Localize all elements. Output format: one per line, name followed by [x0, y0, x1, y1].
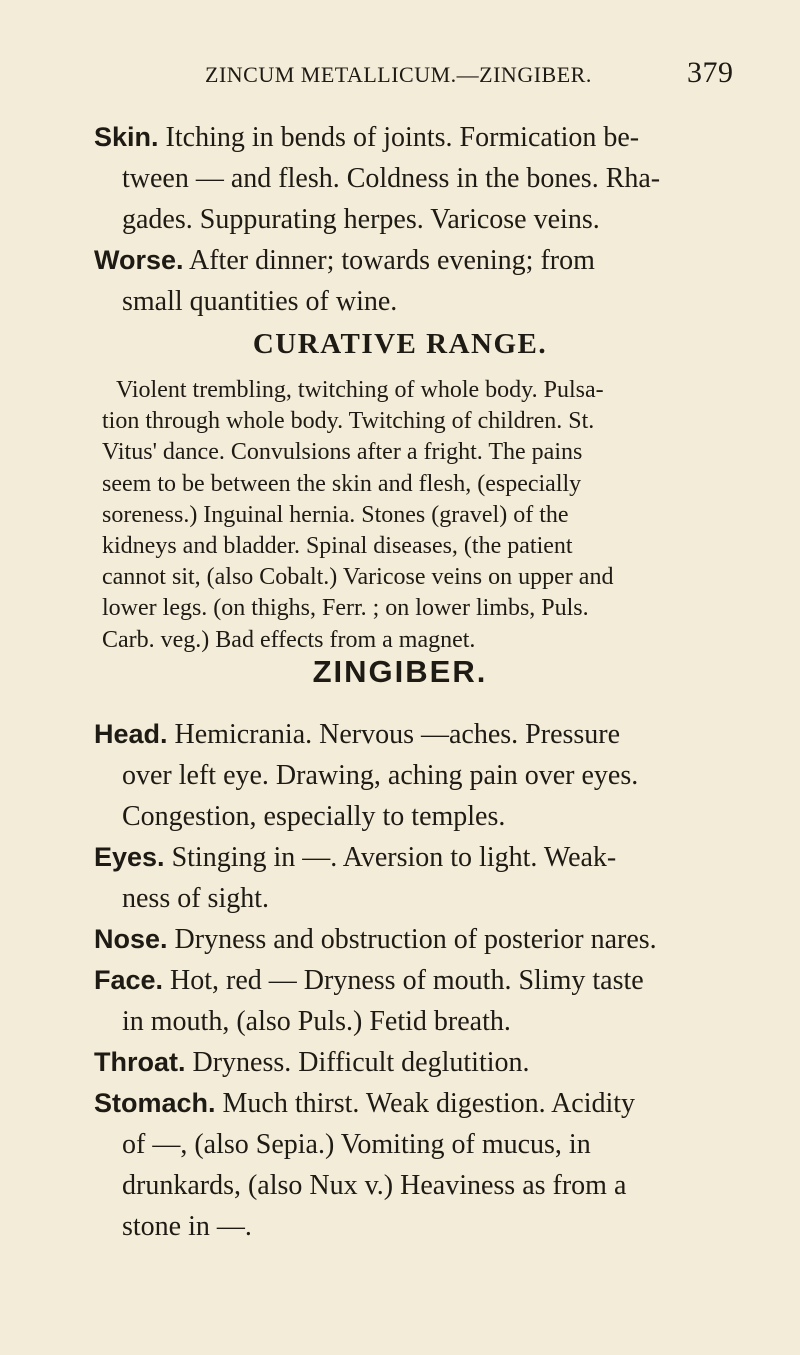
paragraph-line: lower legs. (on thighs, Ferr. ; on lower limbs, Puls.	[102, 595, 589, 622]
paragraph-line: seem to be between the skin and flesh, (especially	[102, 470, 582, 497]
entry-text-line: Dryness and obstruction of posterior nares.	[174, 924, 657, 955]
entry-skin	[94, 117, 774, 240]
paragraph-line: cannot sit, (also Cobalt.) Varicose veins on upper and	[102, 564, 614, 591]
entry-label-nose: Nose.	[94, 924, 168, 954]
entry-head	[94, 714, 774, 837]
entry-label-worse: Worse.	[94, 245, 184, 275]
entry-text-line: Stinging in —. Aversion to light. Weak-	[171, 842, 617, 873]
section-heading-zingiber: ZINGIBER.	[312, 654, 488, 689]
entry-label-throat: Throat.	[94, 1047, 186, 1077]
entry-stomach	[94, 1083, 774, 1247]
entry-face	[94, 960, 774, 1042]
entry-text-line: Hemicrania. Nervous —aches. Pressure	[174, 719, 621, 750]
entry-nose	[94, 919, 774, 960]
section-heading-curative-range: CURATIVE RANGE.	[252, 328, 548, 360]
paragraph-line: kidneys and bladder. Spinal diseases, (the patient	[102, 533, 573, 560]
paragraph-line: soreness.) Inguinal hernia. Stones (gravel) of the	[102, 501, 569, 528]
paragraph-line: Violent trembling, twitching of whole body. Pulsa-	[116, 377, 604, 403]
entry-label-face: Face.	[94, 965, 164, 995]
entry-text-line: small quantities of wine.	[122, 286, 398, 317]
entry-text-line: After dinner; towards evening; from	[189, 245, 595, 276]
entry-worse	[94, 240, 774, 322]
entry-text-line: Dryness. Difficult deglutition.	[192, 1047, 530, 1078]
entry-text-line: ness of sight.	[122, 883, 269, 914]
entry-label-stomach: Stomach.	[94, 1088, 216, 1118]
page-number: 379	[687, 56, 734, 89]
entry-text-line: Congestion, especially to temples.	[122, 801, 506, 832]
entry-text-line: Hot, red — Dryness of mouth. Slimy taste	[170, 965, 644, 996]
paragraph-line: tion through whole body. Twitching of children. St.	[102, 408, 595, 435]
entry-eyes	[94, 837, 774, 919]
entry-text-line: Itching in bends of joints. Formication be-	[165, 122, 640, 153]
paragraph-line: Carb. veg.) Bad effects from a magnet.	[102, 626, 476, 653]
entry-throat	[94, 1042, 774, 1083]
curative-range-paragraph	[102, 375, 772, 656]
entry-label-skin: Skin.	[94, 122, 159, 152]
entry-text-line: over left eye. Drawing, aching pain over eyes.	[122, 760, 639, 791]
entry-text-line: gades. Suppurating herpes. Varicose veins.	[122, 204, 600, 235]
entry-text-line: drunkards, (also Nux v.) Heaviness as from a	[122, 1170, 627, 1201]
entry-text-line: stone in —.	[122, 1211, 252, 1242]
paragraph-line: Vitus' dance. Convulsions after a fright. The pains	[102, 439, 583, 466]
entry-text-line: of —, (also Sepia.) Vomiting of mucus, in	[122, 1129, 591, 1160]
entry-text-line: Much thirst. Weak digestion. Acidity	[222, 1088, 636, 1119]
entry-label-eyes: Eyes.	[94, 842, 165, 872]
entry-label-head: Head.	[94, 719, 168, 749]
entry-text-line: in mouth, (also Puls.) Fetid breath.	[122, 1006, 511, 1037]
entry-text-line: tween — and flesh. Coldness in the bones. Rha-	[122, 163, 661, 194]
running-head-title: ZINCUM METALLICUM.—ZINGIBER.	[205, 62, 592, 87]
